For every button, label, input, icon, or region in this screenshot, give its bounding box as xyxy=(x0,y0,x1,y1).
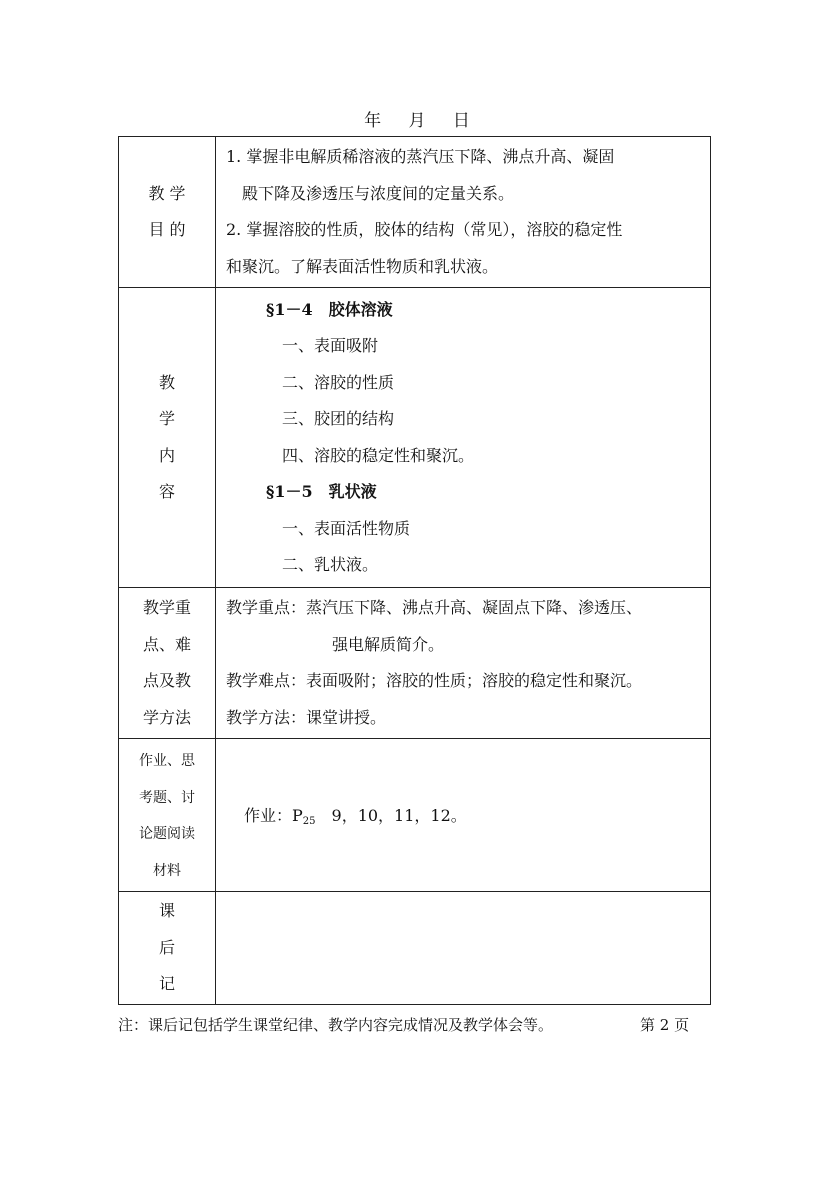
method-line: 教学方法：课堂讲授。 xyxy=(226,707,387,727)
objective-line: 1. 掌握非电解质稀溶液的蒸汽压下降、沸点升高、凝固 xyxy=(226,147,615,166)
homework-text xyxy=(216,739,711,892)
focus-line: 教学重点：蒸汽压下降、沸点升高、凝固点下降、渗透压、 xyxy=(226,598,643,617)
focus-line: 强电解质简介。 xyxy=(332,634,445,654)
content-row xyxy=(119,288,711,588)
outline-item: 一、表面活性物质 xyxy=(282,518,411,538)
outline-item: 一、表面吸附 xyxy=(282,336,379,355)
footer-note: 注：课后记包括学生课堂纪律、教学内容完成情况及教学体会等。 xyxy=(118,1016,554,1034)
date-line xyxy=(0,106,834,131)
outline-item: 四、溶胶的稳定性和聚沉。 xyxy=(282,445,475,465)
outline-item: 三、胶团的结构 xyxy=(282,409,395,428)
key-points-row xyxy=(119,588,711,739)
outline-item: 二、溶胶的性质 xyxy=(282,372,395,392)
homework-row xyxy=(119,739,711,892)
section-heading: §1－5 乳状液 xyxy=(266,482,377,501)
lesson-plan-table xyxy=(118,136,711,1005)
key-points-text xyxy=(216,588,711,739)
homework-line: 作业：$P_{25}$ 9，10，11，12。 xyxy=(244,805,467,827)
page-number: 第 2 页 xyxy=(640,1016,690,1034)
objective-line: 和聚沉。了解表面活性物质和乳状液。 xyxy=(226,256,499,276)
objectives-text xyxy=(216,137,711,288)
objectives-label: 教 学 目 的 xyxy=(119,137,216,288)
year-label: 年 xyxy=(364,111,382,131)
page-subscript: 25 xyxy=(302,815,316,827)
outline-item: 二、乳状液。 xyxy=(282,555,379,574)
objectives-row xyxy=(119,137,711,288)
afterclass-notes xyxy=(216,892,711,1005)
afterclass-label: 课 后 记 xyxy=(119,892,216,1005)
objective-line: 殿下降及渗透压与浓度间的定量关系。 xyxy=(242,183,515,203)
content-outline xyxy=(216,288,711,588)
objective-line: 2. 掌握溶胶的性质，胶体的结构（常见），溶胶的稳定性 xyxy=(226,220,623,239)
homework-label: 作业、思 考题、讨 论题阅读 材料 xyxy=(119,739,216,892)
month-label: 月 xyxy=(408,111,426,131)
section-heading: §1－4 胶体溶液 xyxy=(266,299,393,319)
content-label: 教 学 内 容 xyxy=(119,288,216,588)
day-label: 日 xyxy=(452,111,470,131)
afterclass-row xyxy=(119,892,711,1005)
key-points-label: 教学重 点、难 点及教 学方法 xyxy=(119,588,216,739)
difficulty-line: 教学难点：表面吸附；溶胶的性质；溶胶的稳定性和聚沉。 xyxy=(226,671,643,690)
